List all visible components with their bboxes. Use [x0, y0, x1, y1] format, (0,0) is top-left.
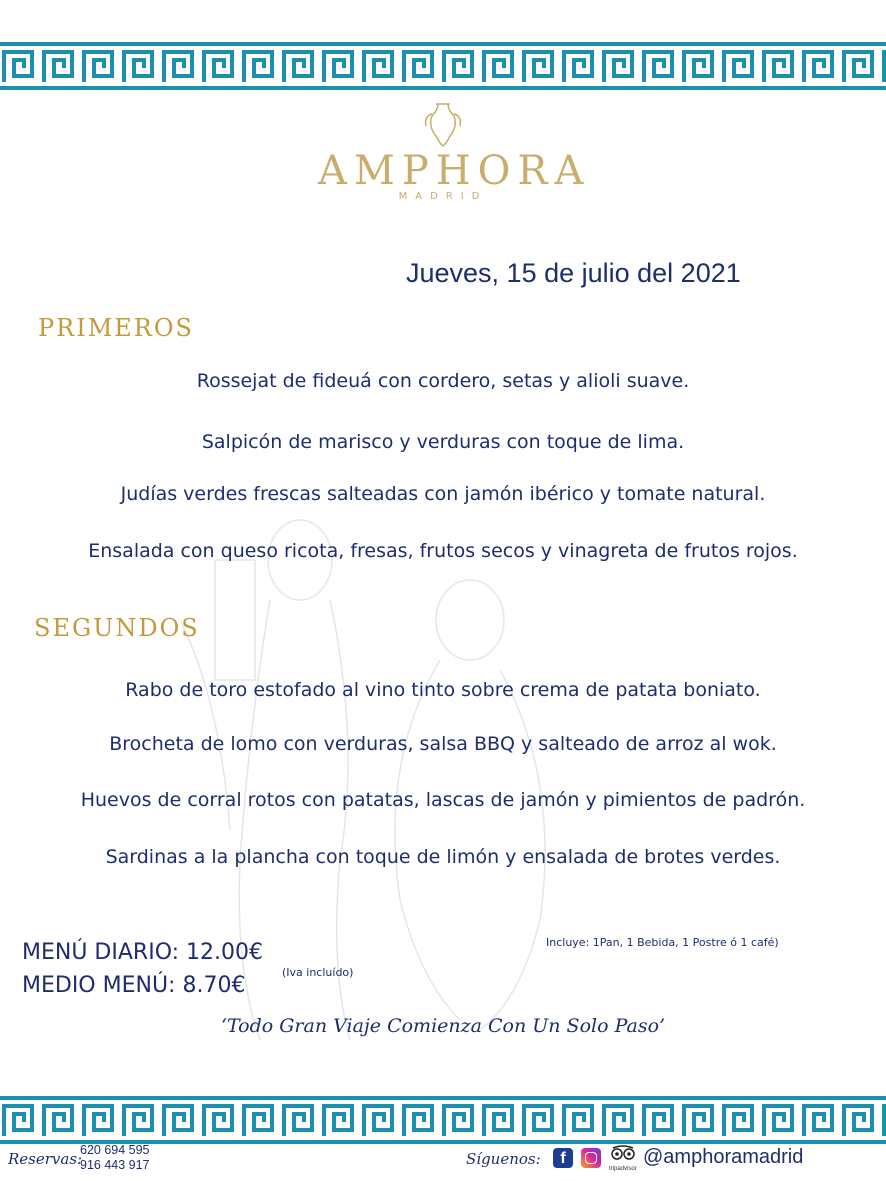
motto-quote: ‘Todo Gran Viaje Comienza Con Un Solo Paso’: [220, 1015, 666, 1037]
dish-item: Huevos de corral rotos con patatas, lascas de jamón y pimientos de padrón.: [80, 789, 806, 811]
dish-item: Ensalada con queso ricota, fresas, frutos secos y vinagreta de frutos rojos.: [88, 540, 798, 562]
tripadvisor-label: tripadvisor: [609, 1166, 637, 1172]
instagram-icon[interactable]: [581, 1148, 601, 1168]
includes-note: Incluye: 1Pan, 1 Bebida, 1 Postre ó 1 café): [546, 936, 779, 949]
amphora-icon: [418, 100, 468, 150]
phone-number[interactable]: 620 694 595: [80, 1143, 150, 1157]
dish-item: Rabo de toro estofado al vino tinto sobre crema de patata boniato.: [125, 679, 761, 701]
phone-number[interactable]: 916 443 917: [80, 1158, 150, 1172]
logo-sub: MADRID: [398, 191, 488, 202]
menu-diario-price: MENÚ DIARIO: 12.00€: [22, 940, 264, 965]
facebook-icon[interactable]: f: [553, 1148, 573, 1168]
top-greek-key-border: [0, 38, 886, 94]
reservas-label: Reservas:: [8, 1150, 83, 1168]
menu-date: Jueves, 15 de julio del 2021: [406, 258, 741, 288]
dish-item: Judías verdes frescas salteadas con jamón ibérico y tomate natural.: [120, 483, 766, 505]
dish-item: Brocheta de lomo con verduras, salsa BBQ y salteado de arroz al wok.: [109, 733, 777, 755]
bottom-greek-key-border: [0, 1092, 886, 1148]
medio-menu-price: MEDIO MENÚ: 8.70€: [22, 973, 246, 998]
dish-item: Sardinas a la plancha con toque de limón y ensalada de brotes verdes.: [105, 846, 781, 868]
social-handle[interactable]: @amphoramadrid: [643, 1146, 804, 1168]
logo-name: AMPHORA: [318, 148, 591, 194]
siguenos-label: Síguenos:: [466, 1150, 541, 1168]
section-title-primeros: PRIMEROS: [38, 314, 194, 342]
tripadvisor-icon[interactable]: [609, 1144, 637, 1172]
section-title-segundos: SEGUNDOS: [34, 614, 200, 642]
dish-item: Salpicón de marisco y verduras con toque de lima.: [201, 431, 685, 453]
iva-note: (Iva incluído): [282, 966, 354, 979]
amphora-logo: [318, 100, 591, 212]
dish-item: Rossejat de fideuá con cordero, setas y alioli suave.: [196, 370, 690, 392]
